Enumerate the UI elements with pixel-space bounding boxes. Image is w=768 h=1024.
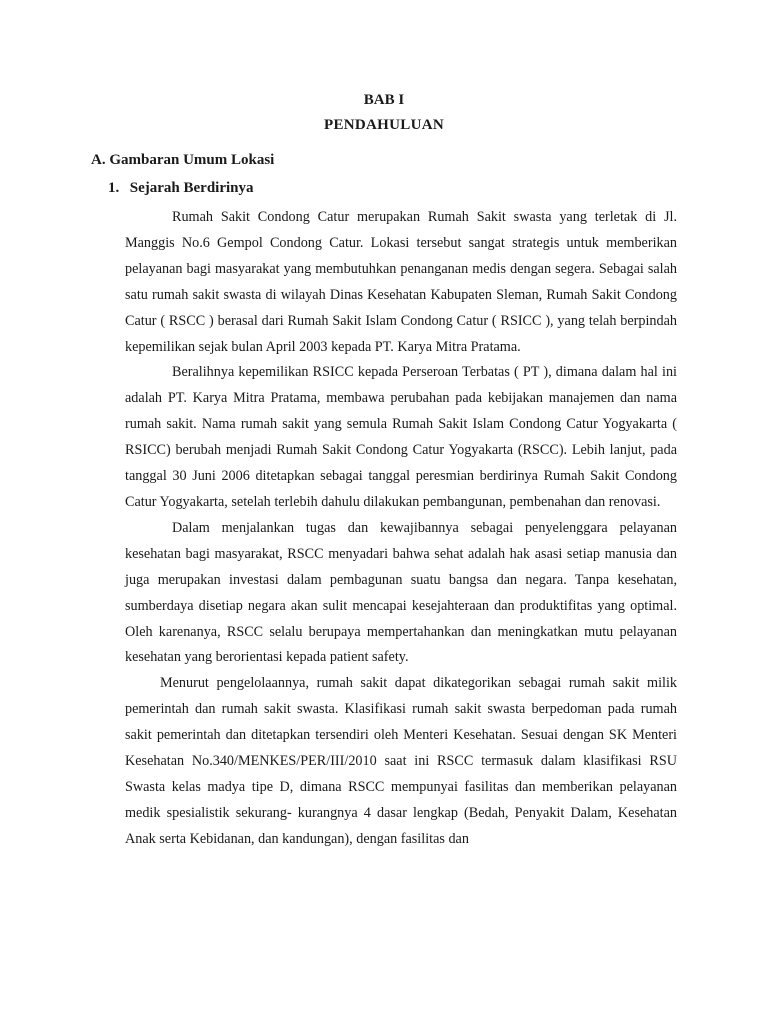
paragraph: Menurut pengelolaannya, rumah sakit dapat dikategorikan sebagai rumah sakit milik pemerintah dan rumah sakit swasta. Klasifikasi rumah sakit swasta berpedoman pada rumah sakit pemerintah dan ditetapkan tersendiri oleh Menteri Kesehatan. Sesuai dengan SK Menteri Kesehatan No.340/MENKES/PER/III/2010 saat ini RSCC termasuk dalam klasifikasi RSU Swasta kelas madya tipe D, dimana RSCC mempunyai fasilitas dan memberikan pelayanan medik spesialistik sekurang- kurangnya 4 dasar lengkap (Bedah, Penyakit Dalam, Kesehatan Anak serta Kebidanan, dan kandungan), dengan fasilitas dan bbox=[125, 675, 677, 847]
subsection-number: 1. bbox=[108, 180, 120, 196]
subsection-title: Sejarah Berdirinya bbox=[129, 180, 254, 196]
paragraph: Dalam menjalankan tugas dan kewajibannya sebagai penyelenggara pelayanan kesehatan bagi masyarakat, RSCC menyadari bahwa sehat adalah hak asasi setiap manusia dan juga merupakan investasi dalam pembagunan suatu bangsa dan negara. Tanpa kesehatan, sumberdaya disetiap negara akan sulit mencapai kesejahteraan dan produktifitas yang optimal. Oleh karenanya, RSCC selalu berupaya mempertahankan dan meningkatkan mutu pelayanan kesehatan yang berorientasi kepada patient safety. bbox=[125, 519, 677, 666]
subsection-heading bbox=[108, 180, 254, 197]
paragraph: Beralihnya kepemilikan RSICC kepada Perseroan Terbatas ( PT ), dimana dalam hal ini adalah PT. Karya Mitra Pratama, membawa perubahan pada kebijakan manajemen dan nama rumah sakit. Nama rumah sakit yang semula Rumah Sakit Islam Condong Catur Yogyakarta ( RSICC) berubah menjadi Rumah Sakit Condong Catur Yogyakarta (RSCC). Lebih lanjut, pada tanggal 30 Juni 2006 ditetapkan sebagai tanggal peresmian berdirinya Rumah Sakit Condong Catur Yogyakarta, setelah terlebih dahulu dilakukan pembangunan, pembenahan dan renovasi. bbox=[125, 364, 677, 510]
chapter-title: PENDAHULUAN bbox=[324, 117, 444, 133]
paragraph: Rumah Sakit Condong Catur merupakan Rumah Sakit swasta yang terletak di Jl. Manggis No.6 Gempol Condong Catur. Lokasi tersebut sangat strategis untuk memberikan pelayanan bagi masyarakat yang membutuhkan penanganan medis dengan segera. Sebagai salah satu rumah sakit swasta di wilayah Dinas Kesehatan Kabupaten Sleman, Rumah Sakit Condong Catur ( RSCC ) berasal dari Rumah Sakit Islam Condong Catur ( RSICC ), yang telah berpindah kepemilikan sejak bulan April 2003 kepada PT. Karya Mitra Pratama. bbox=[125, 209, 677, 355]
section-heading: A. Gambaran Umum Lokasi bbox=[91, 152, 275, 168]
chapter-number: BAB I bbox=[363, 92, 405, 108]
body-text bbox=[125, 205, 677, 853]
